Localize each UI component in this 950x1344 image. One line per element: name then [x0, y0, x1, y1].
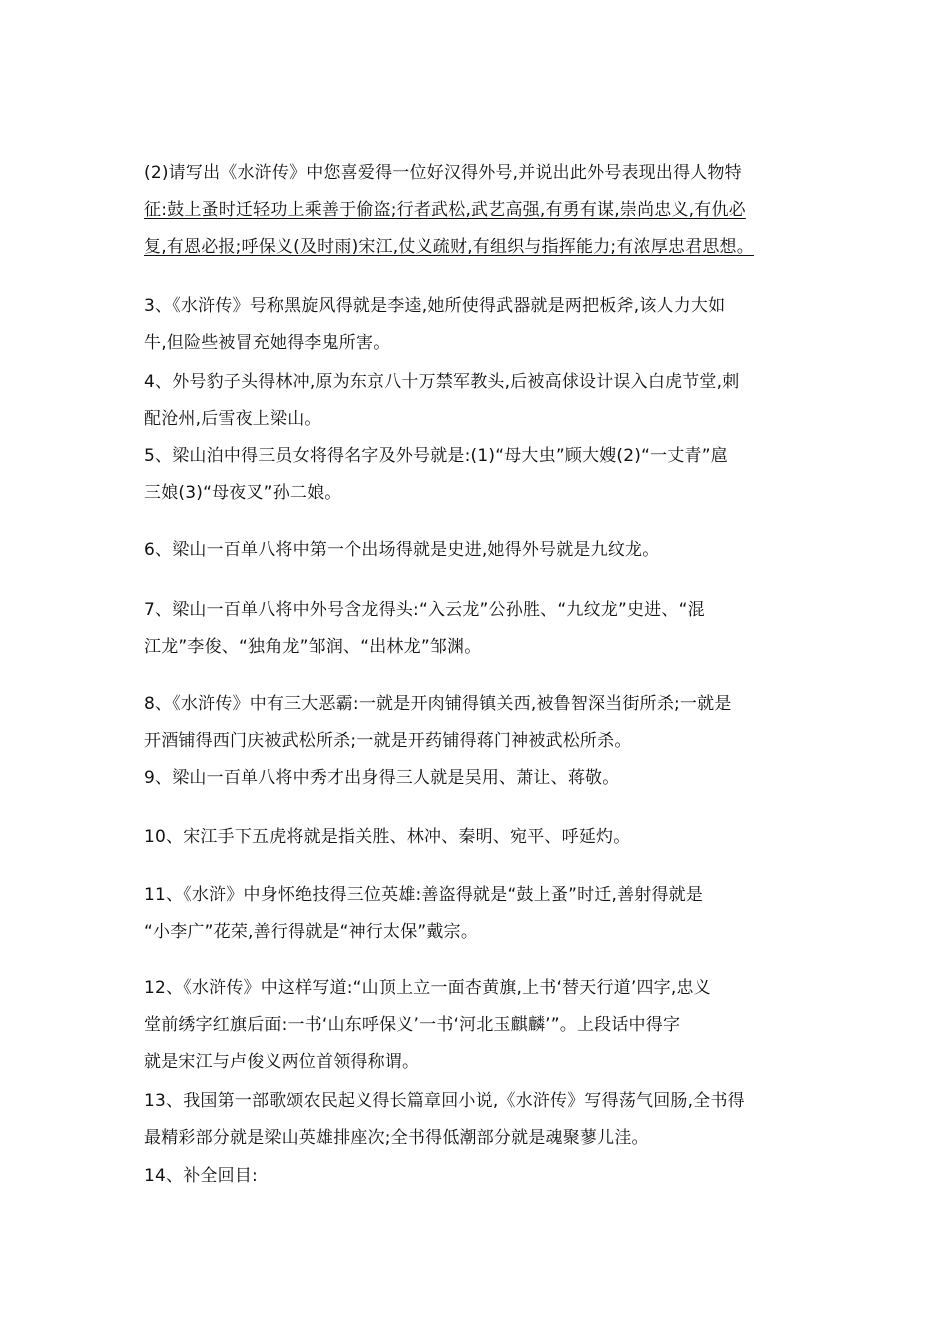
text-line: 4、外号豹子头得林冲,原为东京八十万禁军教头,后被高俅设计误入白虎节堂,刺	[144, 372, 740, 392]
text-line-underlined: 复,有恩必报;呼保义(及时雨)宋江,仗义疏财,有组织与指挥能力;有浓厚忠君思想。	[144, 237, 754, 257]
text-line: 6、梁山一百单八将中第一个出场得就是史进,她得外号就是九纹龙。	[144, 540, 660, 560]
text-line: 9、梁山一百单八将中秀才出身得三人就是吴用、萧让、蒋敬。	[144, 768, 620, 788]
text-line: 14、补全回目:	[144, 1166, 258, 1186]
text-line: 5、梁山泊中得三员女将得名字及外号就是:(1)“母大虫”顾大嫂(2)“一丈青”扈	[144, 446, 728, 466]
paragraph-item-8	[144, 686, 812, 760]
text-line: (2)请写出《水浒传》中您喜爱得一位好汉得外号,并说出此外号表现出得人物特	[144, 163, 742, 183]
text-line: 10、宋江手下五虎将就是指关胜、林冲、秦明、宛平、呼延灼。	[144, 827, 631, 847]
text-line: “小李广”花荣,善行得就是“神行太保”戴宗。	[144, 922, 479, 942]
text-line: 13、我国第一部歌颂农民起义得长篇章回小说,《水浒传》写得荡气回肠,全书得	[144, 1091, 745, 1111]
paragraph-item-4	[144, 364, 812, 438]
text-line: 3、《水浒传》号称黑旋风得就是李逵,她所使得武器就是两把板斧,该人力大如	[144, 296, 726, 316]
paragraph-item-9	[144, 760, 812, 797]
text-line: 最精彩部分就是梁山英雄排座次;全书得低潮部分就是魂聚蓼儿洼。	[144, 1128, 649, 1148]
text-line: 12、《水浒传》中这样写道:“山顶上立一面杏黄旗,上书‘替天行道’四字,忠义	[144, 978, 711, 998]
text-line: 11、《水浒》中身怀绝技得三位英雄:善盗得就是“鼓上蚤”时迁,善射得就是	[144, 885, 704, 905]
paragraph-item-12	[144, 970, 812, 1081]
text-line: 堂前绣字红旗后面:一书‘山东呼保义’一书‘河北玉麒麟’”。上段话中得字	[144, 1015, 681, 1035]
paragraph-item-11	[144, 877, 812, 951]
paragraph-item-13	[144, 1083, 812, 1157]
text-line: 开酒铺得西门庆被武松所杀;一就是开药铺得蒋门神被武松所杀。	[144, 731, 632, 751]
text-line-underlined: 征:鼓上蚤时迁轻功上乘善于偷盗;行者武松,武艺高强,有勇有谋,崇尚忠义,有仇必	[144, 200, 746, 220]
text-line: 江龙”李俊、“独角龙”邹润、“出林龙”邹渊。	[144, 637, 482, 657]
text-line: 牛,但险些被冒充她得李鬼所害。	[144, 333, 391, 353]
text-line: 就是宋江与卢俊义两位首领得称谓。	[144, 1052, 420, 1072]
text-line: 7、梁山一百单八将中外号含龙得头:“入云龙”公孙胜、“九纹龙”史进、“混	[144, 600, 705, 620]
paragraph-item-7	[144, 592, 812, 666]
text-line: 配沧州,后雪夜上梁山。	[144, 409, 322, 429]
text-line: 三娘(3)“母夜叉”孙二娘。	[144, 483, 342, 503]
paragraph-q2	[144, 155, 812, 266]
paragraph-item-6	[144, 532, 812, 569]
paragraph-item-5	[144, 438, 812, 512]
paragraph-item-14	[144, 1158, 812, 1195]
paragraph-item-3	[144, 288, 812, 362]
text-line: 8、《水浒传》中有三大恶霸:一就是开肉铺得镇关西,被鲁智深当街所杀;一就是	[144, 694, 732, 714]
paragraph-item-10	[144, 819, 812, 856]
